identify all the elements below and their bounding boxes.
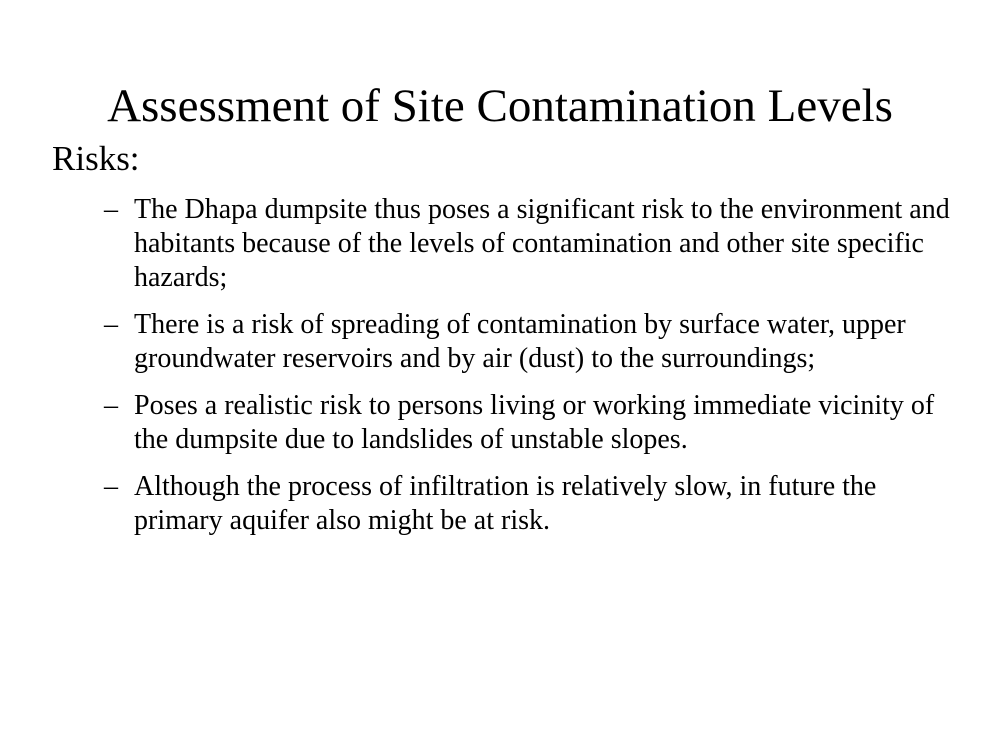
bullet-text: There is a risk of spreading of contamination by surface water, upper groundwater reservoirs and by air (dust) to the surroundings;	[134, 309, 906, 374]
bullet-text: The Dhapa dumpsite thus poses a significant risk to the environment and habitants because of the levels of contamination and other site specific hazards;	[134, 194, 950, 293]
bullet-item	[104, 389, 964, 457]
bullet-dash-icon: –	[104, 390, 118, 421]
bullet-list	[104, 193, 964, 551]
bullet-text: Although the process of infiltration is relatively slow, in future the primary aquifer also might be at risk.	[134, 471, 877, 536]
section-heading: Risks:	[52, 139, 140, 178]
bullet-dash-icon: –	[104, 309, 118, 340]
bullet-text: Poses a realistic risk to persons living or working immediate vicinity of the dumpsite due to landslides of unstable slopes.	[134, 390, 935, 455]
bullet-dash-icon: –	[104, 471, 118, 502]
bullet-item	[104, 308, 964, 376]
bullet-item	[104, 193, 964, 295]
slide-title: Assessment of Site Contamination Levels	[107, 80, 893, 132]
bullet-item	[104, 470, 964, 538]
bullet-dash-icon: –	[104, 194, 118, 225]
